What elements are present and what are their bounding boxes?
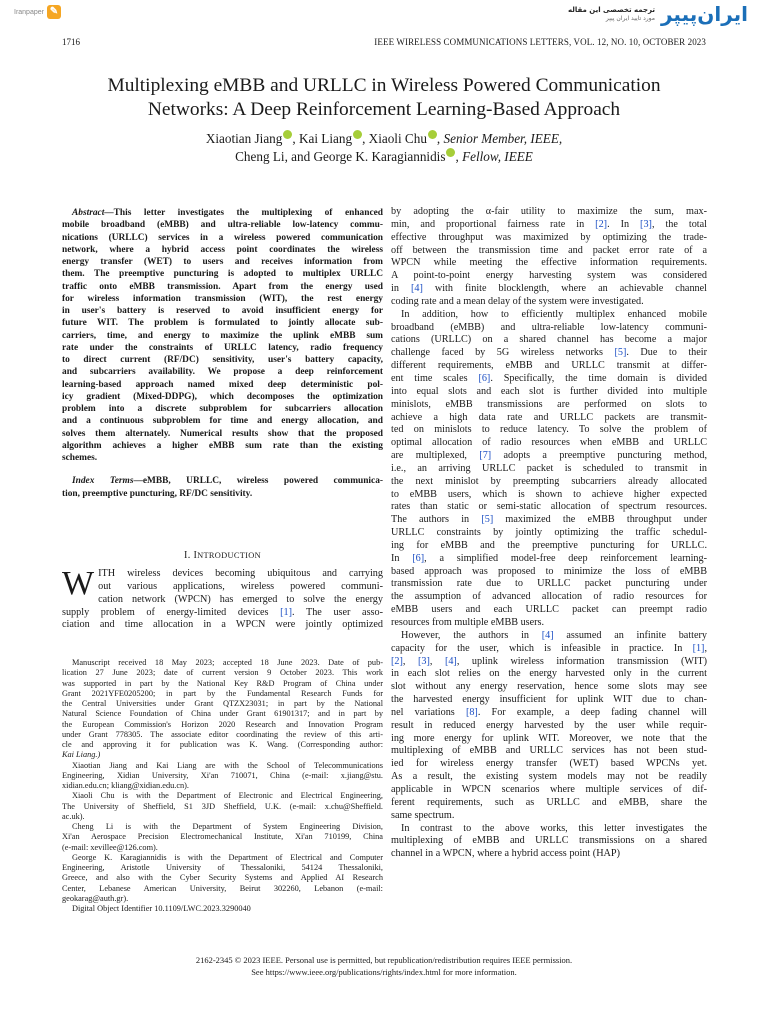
body-text: by adopting the α-fair utility to maximize the sum, max- (391, 206, 707, 217)
body-text: , the total (651, 218, 707, 230)
citation-link[interactable]: [2] (595, 218, 608, 230)
author-role: Senior Member, IEEE, (443, 131, 563, 146)
body-text: The authors in (391, 514, 482, 526)
body-text: different requirements, eMBB and URLLC transmit at differ- (391, 360, 707, 372)
body-text: adopts a preemptive puncturing method, (491, 450, 707, 462)
body-line (391, 232, 707, 245)
body-text: In (391, 552, 413, 564)
body-text: , (704, 642, 707, 654)
drop-cap: W (62, 565, 95, 602)
intro-line: ITH wireless devices becoming ubiquitous and carrying (98, 568, 383, 579)
footnote-line: ac.uk). (62, 811, 85, 821)
abstract-line: and a continuous subproblem for time and energy allocation, and (62, 416, 383, 427)
body-text: optimal allocation of radio resources when eMBB and URLLC (391, 437, 707, 449)
body-text: ent time scales (391, 372, 479, 384)
body-line (391, 399, 707, 412)
logo-mark-icon: ✎ (47, 5, 61, 19)
body-text: In contrast to the above works, this letter investigates the (401, 822, 707, 834)
body-line (391, 823, 707, 836)
index-terms-line: —eMBB, URLLC, wireless powered communica- (133, 476, 384, 487)
body-line (391, 309, 707, 322)
body-text: multiplexing of eMBB and URLLC transmissions on a shared (391, 835, 707, 847)
abstract-line: solves them alternately. Numerical results show that the proposed (62, 428, 383, 439)
footnote-line: Natural Science Foundation of China under Grant 61901317; and in part by (62, 709, 383, 719)
abstract-line: carriers, time, and energy to maximize the uplink eMBB sum (62, 330, 383, 341)
index-terms-label: Index Terms (72, 476, 134, 487)
citation-link[interactable]: [3] (640, 218, 652, 230)
footnote-line: Engineering, Aristotle University of Thessaloniki, 54124 Thessaloniki, (62, 863, 383, 872)
logo-text: Iranpaper (14, 8, 44, 16)
section-heading (62, 550, 383, 561)
body-text: off between the transmission time and packet error rate of a (391, 244, 707, 256)
footnote-line: Xi'an Aerospace Precision Electromechanical Institute, Xi'an 710199, China (62, 832, 383, 842)
abstract-line: energy transfer (WET) to users and receives information from (62, 257, 383, 267)
body-text: same spectrum. (391, 809, 455, 821)
citation-link[interactable]: [6] (478, 372, 491, 384)
citation-link[interactable]: [6] (412, 552, 425, 564)
body-text: achieve a high data rate and URLLC packets are transmit- (391, 411, 707, 423)
abstract-line: future WIT. The problem is formulated to jointly allocate sub- (62, 318, 383, 329)
body-text: effective throughput was maximized by optimizing the trade- (391, 231, 707, 243)
citation-link[interactable]: [2] (391, 655, 403, 667)
author-name: Xiaotian Jiang (205, 131, 283, 146)
citation-link[interactable]: [8] (465, 706, 478, 718)
body-text: . For example, a deep fading channel will (477, 706, 707, 718)
orcid-icon[interactable] (353, 130, 362, 139)
introduction-paragraph (62, 565, 383, 632)
body-text: result in reduced energy harvested by the user while requir- (391, 719, 707, 731)
abstract-line: —This letter investigates the multiplexing of enhanced (104, 208, 383, 218)
orcid-icon[interactable] (446, 148, 455, 157)
body-line (391, 412, 707, 425)
body-text: ing more energy for uplink WIT. Moreover, we note that the (391, 732, 707, 744)
body-line (391, 720, 707, 733)
copyright-line: See https://www.ieee.org/publications/rights/index.html for more information. (251, 966, 517, 977)
author-name: Kai Liang (298, 131, 353, 146)
orcid-icon[interactable] (283, 130, 292, 139)
body-text: transmission rate due to URLLC packet puncturing under (391, 578, 707, 590)
copyright-notice (0, 955, 768, 978)
body-line (391, 578, 707, 591)
body-line (391, 424, 707, 437)
journal-header: IEEE WIRELESS COMMUNICATIONS LETTERS, VOL. 12, NO. 10, OCTOBER 2023 (374, 37, 706, 47)
body-text: the harvested energy insufficient for uplink WIT due to chan- (391, 694, 707, 706)
body-text: into equal slots and each slot is further divided into multiple (391, 385, 707, 397)
author-role: Fellow, IEEE (462, 149, 533, 164)
intro-line: ciation and time allocation in a WPCN were jointly optimized (62, 619, 383, 631)
body-line (391, 373, 707, 386)
body-text: ied for wireless energy transfer (WET) based WPCNs yet. (391, 758, 707, 770)
citation-link[interactable]: [4] (444, 655, 457, 667)
abstract-line: traffic onto eMBB transmission. Apart from the energy used (62, 281, 383, 292)
body-line (391, 514, 707, 527)
body-text: the assumption of advanced allocation of radio resources for (391, 591, 707, 603)
body-text: coding rate and a mean delay of the system were investigated. (391, 295, 644, 307)
footnote-line: under Grant 778305. The associate editor coordinating the review of this arti- (62, 729, 383, 739)
body-text: In addition, how to efficiently multiplex enhanced mobile (401, 308, 707, 320)
doi-line: Digital Object Identifier 10.1109/LWC.2023.3290040 (72, 904, 251, 913)
body-text: , uplink wireless information transmission (WIT) (456, 655, 708, 667)
page-number: 1716 (62, 37, 80, 47)
body-text: , (402, 655, 418, 667)
body-text: URLLC constraints by jointly optimizing the traffic schedul- (391, 527, 707, 539)
body-line (391, 527, 707, 540)
abstract-line: learning-based approach named mixed deep deterministic pol- (62, 379, 383, 390)
body-line (391, 617, 707, 630)
body-line (391, 540, 707, 553)
right-column-body (391, 206, 707, 861)
body-line (391, 283, 707, 296)
body-text: However, the authors in (401, 629, 542, 641)
ad-tagline-secondary: مورد تایید ایران پیپر (605, 14, 655, 22)
body-line (391, 630, 707, 643)
body-line (391, 334, 707, 347)
footnote-line: Xiaotian Jiang and Kai Liang are with the School of Telecommunications (72, 760, 383, 770)
body-text: cations (URLLC) on a shared channel has become a major (391, 334, 707, 346)
abstract-line: network, where a hybrid access point coordinates the wireless (62, 244, 383, 255)
footnote-line: Manuscript received 18 May 2023; accepted 18 June 2023. Date of pub- (72, 658, 383, 667)
body-line (391, 758, 707, 771)
body-line (391, 206, 707, 219)
body-line (391, 437, 707, 450)
abstract-line: icy gradient (Mixed-DDPG), which decomposes the optimization (62, 391, 383, 402)
body-text: eMBB users and each URLLC packet can preempt radio (391, 604, 707, 616)
body-line (391, 296, 707, 309)
abstract-line: mobile broadband (eMBB) and ultra-reliable low-latency commu- (62, 220, 383, 231)
body-text: with finite blocklength, where an achievable channel (422, 283, 707, 295)
abstract-line: them. The preemptive puncturing is adopted to multiplex URLLC (62, 269, 383, 280)
ad-tagline-primary: ترجمه تخصصی این مقاله (567, 5, 655, 14)
body-text: in each slot relies on the energy harvested only in the current (391, 668, 707, 680)
footnote-line: Engineering, Xidian University, Xi'an 710071, China (e-mail: x.jiang@stu. (62, 770, 383, 780)
body-text: As a result, the existing system models may not be readily (391, 771, 707, 783)
section-title-first: I (193, 550, 198, 561)
abstract-label: Abstract (72, 208, 105, 218)
footnote-line: cle and approving it for publication was K. Wang. (Corresponding author: (62, 740, 383, 749)
body-text: i.e., an arriving URLLC packet is scheduled to transmit in (391, 462, 707, 474)
citation-link[interactable]: [5] (481, 514, 494, 526)
body-line (391, 501, 707, 514)
footnote-line: Xiaoli Chu is with the Department of Electronic and Electrical Engineering, (72, 791, 383, 801)
abstract-line: in user's battery is reserved to avoid insufficient energy for (62, 306, 383, 316)
body-text: nel variations (391, 706, 466, 718)
body-text: A point-to-point energy harvesting system was considered (391, 270, 707, 282)
body-line (391, 245, 707, 258)
title-line: Networks: A Deep Reinforcement Learning-Based Approach (147, 99, 621, 120)
footnote (62, 658, 383, 914)
body-line (391, 386, 707, 399)
citation-link[interactable]: [5] (614, 347, 627, 359)
intro-line: supply problem of energy-limited devices (62, 606, 281, 618)
orcid-icon[interactable] (428, 130, 437, 139)
body-text: rates than static or semi-static allocation of spectrum resources. (391, 501, 707, 513)
body-line (391, 566, 707, 579)
body-text: applicable in WPCN scenarios where multiple services of dif- (391, 783, 707, 795)
citation-link[interactable]: [7] (479, 450, 492, 462)
body-text: , (429, 655, 445, 667)
footnote-line: (e-mail: xevillee@126.com). (62, 842, 158, 852)
body-text: ing for eMBB and the preemptive puncturing for URLLC. (391, 539, 707, 551)
body-text: . In (607, 218, 641, 230)
abstract-line: nications (URLLC) services in a wireless powered communication (62, 232, 383, 243)
footnote-line: Kai Liang.) (62, 750, 101, 760)
body-text: , a simplified model-free deep reinforcement learning- (424, 552, 707, 564)
intro-line: out various applications, wireless powered communi- (98, 580, 383, 592)
footnote-line: Grant 2021YFE0205200; in part by the Fundamental Research Funds for (62, 688, 383, 698)
body-text: to eMBB users, which is shown to achieve higher expected (391, 488, 707, 500)
body-text: WPCN while meeting the effective information requirements. (391, 257, 707, 269)
footnote-line: the Central Universities under Grant QTZX23031; in part by the National (62, 699, 383, 708)
copyright-line: 2162-2345 © 2023 IEEE. Personal use is permitted, but republication/redistribution requires IEEE permission. (195, 955, 573, 965)
body-line (391, 668, 707, 681)
body-text: ted on minislots to reduce latency. To solve the problem of (391, 424, 707, 436)
iranpaper-logo (14, 5, 61, 19)
body-line (391, 835, 707, 848)
footnote-line: George K. Karagiannidis is with the Department of Electrical and Computer (72, 852, 383, 862)
abstract-line: for wireless information transmission (WIT), the rest energy (62, 293, 383, 304)
intro-line-tail: . The user asso- (291, 606, 383, 618)
body-line (391, 463, 707, 476)
body-line (391, 257, 707, 270)
footnote-line: Cheng Li is with the Department of System Engineering Division, (72, 822, 383, 831)
body-text: based approach was proposed to minimize the loss of eMBB (391, 565, 707, 577)
body-text: maximized the eMBB throughput under (493, 514, 707, 526)
body-line (391, 784, 707, 797)
citation-link[interactable]: [1] (280, 606, 292, 618)
body-line (391, 848, 707, 861)
abstract-line: algorithm achieves a higher eMBB sum rate than the existing (62, 440, 383, 451)
body-line (391, 771, 707, 784)
body-text: the next minislot by preempting subcarriers already allocated (391, 475, 707, 487)
body-line (391, 347, 707, 360)
body-line (391, 360, 707, 373)
footnote-line: was supported in part by the National Key R&D Program of China under (62, 678, 383, 688)
citation-link[interactable]: [4] (410, 283, 423, 295)
ad-brand-name: ایران‌پیپر (660, 2, 748, 26)
body-line (391, 656, 707, 669)
body-text: in (391, 283, 411, 295)
body-text: minislots, eMBB transmissions are performed on slots to (391, 398, 707, 410)
abstract (62, 207, 383, 500)
footnote-line: Center, Lebanese American University, Beirut 302260, Lebanon (e-mail: (62, 883, 383, 893)
body-line (391, 810, 707, 823)
intro-line: cation network (WPCN) has emerged to solve the energy (98, 593, 383, 605)
citation-link[interactable]: [1] (692, 642, 705, 654)
body-line (391, 681, 707, 694)
body-text: broadband (eMBB) and ultra-reliable low-latency communi- (391, 321, 707, 333)
body-line (391, 219, 707, 232)
body-line (391, 707, 707, 720)
body-text: . Specifically, the time domain is divided (490, 372, 707, 384)
body-text: channel in a WPCN, where a hybrid access point (HAP) (391, 848, 620, 860)
citation-link[interactable]: [4] (541, 629, 554, 641)
body-line (391, 745, 707, 758)
body-text: capacity for the user, which is infeasible in practice. In (391, 642, 693, 654)
abstract-line: problem into a discrete subproblem for subcarriers allocation (62, 404, 383, 414)
body-text: ferent requirements, such as URLLC and eMBB, share the (391, 796, 707, 808)
footnote-line: the European Commission's Horizon 2020 Research and Innovation Program (62, 719, 383, 729)
index-terms-line: tion, preemptive puncturing, RF/DC sensitivity. (62, 488, 253, 499)
body-line (391, 591, 707, 604)
citation-link[interactable]: [3] (417, 655, 430, 667)
body-line (391, 643, 707, 656)
author-list: Xiaotian Jiang , Kai Liang , Xiaoli Chu , Senior Member, IEEE, Cheng Li, and George K. Karagiannidis , Fellow, IEEE (205, 131, 563, 164)
abstract-line: schemes. (62, 453, 98, 463)
body-line (391, 604, 707, 617)
body-text: assumed an infinite battery (553, 629, 707, 641)
body-line (391, 322, 707, 335)
body-line (391, 797, 707, 810)
section-number: I. (184, 550, 191, 561)
paper-title (40, 74, 728, 122)
abstract-line: to direct current (RF/DC) sensitivity, user's battery capacity, (62, 355, 383, 365)
body-text: challenge faced by 5G wireless networks (391, 347, 615, 359)
abstract-line: rate under the constraints of URLLC latency, radio frequency (62, 342, 383, 353)
footnote-line: lication 27 June 2023; date of current version 9 October 2023. This work (62, 668, 383, 678)
section-title-rest: NTRODUCTION (197, 551, 261, 560)
body-text: multiplexing of eMBB and URLLC services has not been stud- (391, 745, 707, 757)
title-line: Multiplexing eMBB and URLLC in Wireless Powered Communication (107, 75, 661, 96)
body-text: . Due to their (626, 347, 707, 359)
author-name: Cheng Li, and George K. Karagiannidis (235, 149, 446, 164)
body-line (391, 489, 707, 502)
body-text: slot without any energy reservation, hence some slots may see (391, 681, 707, 693)
abstract-line: and subcarriers availability. We propose a deep reinforcement (62, 367, 383, 378)
body-text: resources from multiple eMBB users. (391, 617, 545, 628)
body-line (391, 733, 707, 746)
body-text: min, and proportional fairness rate in (391, 218, 596, 230)
footnote-line: xidian.edu.cn; kliang@xidian.edu.cn). (62, 781, 189, 790)
body-line (391, 270, 707, 283)
footnote-line: geokarag@auth.gr). (62, 893, 129, 903)
footnote-line: Greece, and also with the Cyber Security Systems and Applied AI Research (62, 873, 383, 883)
translation-ad-logo[interactable] (568, 2, 748, 26)
body-line (391, 476, 707, 489)
author-name: Xiaoli Chu (368, 131, 427, 146)
body-line (391, 450, 707, 463)
body-line (391, 694, 707, 707)
body-text: are multiplexed, (391, 450, 480, 462)
body-line (391, 553, 707, 566)
footnote-line: The University of Sheffield, S1 3JD Sheffield, U.K. (e-mail: x.chu@Sheffield. (62, 801, 383, 811)
